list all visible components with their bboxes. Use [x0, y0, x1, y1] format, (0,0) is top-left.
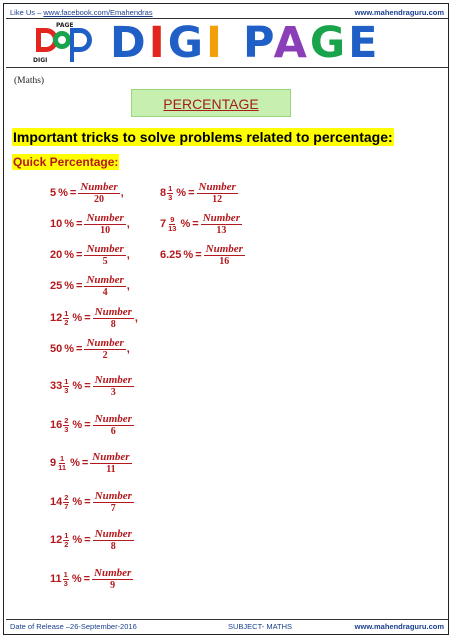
percent-sign: %: [72, 312, 83, 324]
mixed-fraction-numerator: 1: [60, 453, 65, 463]
fraction-denominator: 2: [102, 349, 108, 361]
formula-whole: 25: [50, 280, 63, 292]
mixed-fraction-denominator: 3: [64, 385, 69, 395]
formula-percent-value: [50, 532, 70, 549]
wordmark-space: [225, 18, 243, 68]
formula-percent-value: [50, 378, 70, 395]
formula-fraction: [93, 528, 134, 553]
fraction-denominator: 7: [110, 502, 116, 514]
wordmark-letter: I: [148, 18, 168, 68]
formula-fraction: [84, 212, 125, 237]
percent-sign: %: [70, 457, 80, 469]
mixed-fraction-denominator: 13: [168, 223, 177, 233]
equals-sign: =: [84, 496, 91, 508]
formula-percent-value: [160, 185, 174, 202]
formula-percent-value: [50, 417, 70, 434]
formula-fraction: [93, 490, 134, 515]
formula-row: [50, 178, 124, 208]
formula-mixed-fraction: [63, 378, 69, 395]
digi-page-logo-icon: [32, 20, 94, 64]
formula-lhs: [50, 378, 92, 395]
formula-lhs: [50, 310, 92, 327]
formula-row: [50, 371, 134, 401]
formula-row: [160, 178, 238, 208]
wordmark-letter: D: [110, 18, 149, 68]
logo-badge-bottom: DIGI: [33, 57, 48, 64]
equals-sign: =: [81, 457, 89, 469]
formula-whole: 7: [160, 218, 167, 230]
fraction-denominator: 10: [100, 224, 111, 236]
formula-lhs: [50, 187, 77, 199]
formula-comma: ,: [134, 312, 138, 324]
formula-whole: 10: [50, 218, 63, 230]
mixed-fraction-denominator: 3: [63, 578, 68, 588]
equals-sign: =: [84, 534, 91, 546]
formula-fraction: [93, 413, 134, 438]
formula-row: [50, 487, 134, 517]
percent-sign: %: [58, 187, 68, 199]
formula-row: [50, 209, 130, 239]
percent-sign: %: [64, 280, 75, 292]
mixed-fraction-numerator: 1: [168, 183, 173, 193]
equals-sign: =: [76, 218, 83, 230]
formula-mixed-fraction: [57, 455, 67, 472]
fraction-numerator: Number: [86, 273, 124, 286]
formula-lhs: [160, 249, 203, 261]
site-link-top[interactable]: www.mahendraguru.com: [354, 8, 444, 17]
formula-percent-value: [160, 216, 178, 233]
equals-sign: =: [76, 343, 83, 355]
formula-lhs: [50, 455, 89, 472]
mixed-fraction-denominator: 3: [64, 424, 69, 434]
formula-whole: 33: [50, 380, 63, 392]
formula-row: [50, 271, 130, 301]
equals-sign: =: [76, 280, 83, 292]
mixed-fraction-numerator: 2: [64, 492, 69, 502]
formula-fraction: [90, 451, 131, 476]
formula-lhs: [50, 494, 92, 511]
formula-row: [50, 240, 130, 270]
wordmark-letter: G: [167, 18, 206, 68]
mixed-fraction-numerator: 1: [64, 308, 69, 318]
formula-whole: 9: [50, 457, 57, 469]
fraction-denominator: 9: [110, 579, 116, 591]
quick-percentage-heading: Quick Percentage:: [13, 155, 119, 169]
formula-lhs: [50, 218, 83, 230]
formula-whole: 20: [50, 249, 63, 261]
wordmark-letter: P: [242, 18, 274, 68]
fraction-numerator: Number: [205, 242, 243, 255]
wordmark-letter: E: [348, 18, 381, 68]
fraction-denominator: 11: [106, 463, 116, 475]
formula-comma: ,: [126, 280, 130, 292]
formula-whole: 16: [50, 419, 63, 431]
formula-comma: ,: [126, 343, 130, 355]
fraction-numerator: Number: [94, 527, 132, 540]
equals-sign: =: [84, 419, 91, 431]
fraction-denominator: 8: [110, 318, 116, 330]
formula-lhs: [50, 249, 83, 261]
release-date: Date of Release –26-September-2016: [10, 622, 137, 631]
fraction-numerator: Number: [94, 373, 132, 386]
formula-percent-value: [50, 218, 62, 230]
percent-sign: %: [72, 496, 83, 508]
fraction-numerator: Number: [94, 489, 132, 502]
mixed-fraction-denominator: 2: [64, 539, 69, 549]
mixed-fraction-denominator: 11: [58, 462, 67, 472]
footer: [8, 620, 446, 632]
like-us-line: [10, 8, 153, 17]
fraction-denominator: 13: [216, 224, 227, 236]
formula-mixed-fraction: [63, 494, 69, 511]
formula-percent-value: [50, 310, 70, 327]
formula-whole: 5: [50, 187, 57, 199]
formula-fraction: [201, 212, 242, 237]
footer-subject: SUBJECT- MATHS: [228, 622, 293, 631]
header-divider-bottom: [6, 67, 448, 68]
site-link-bottom[interactable]: www.mahendraguru.com: [354, 622, 444, 631]
brand-banner: [10, 18, 444, 66]
equals-sign: =: [195, 249, 202, 261]
formula-row: [50, 410, 134, 440]
fraction-numerator: Number: [94, 305, 132, 318]
formula-fraction: [92, 567, 133, 592]
formula-fraction: [197, 181, 238, 206]
formula-lhs: [160, 216, 200, 233]
fraction-denominator: 3: [110, 386, 116, 398]
percent-sign: %: [72, 419, 83, 431]
formula-lhs: [50, 417, 92, 434]
equals-sign: =: [76, 249, 83, 261]
formula-percent-value: [50, 571, 70, 588]
formula-mixed-fraction: [63, 310, 69, 327]
like-us-label: Like Us –: [10, 8, 44, 17]
percent-sign: %: [64, 249, 75, 261]
formula-mixed-fraction: [63, 571, 69, 588]
mixed-fraction-denominator: 2: [64, 317, 69, 327]
formula-mixed-fraction: [167, 185, 173, 202]
tricks-heading: Important tricks to solve problems related to percentage:: [13, 129, 393, 145]
formula-fraction: [78, 181, 119, 206]
mixed-fraction-numerator: 9: [170, 214, 175, 224]
formula-whole: 11: [50, 573, 62, 585]
fraction-numerator: Number: [86, 242, 124, 255]
formula-fraction: [84, 274, 125, 299]
formula-whole: 12: [50, 534, 63, 546]
mixed-fraction-denominator: 3: [168, 192, 173, 202]
equals-sign: =: [84, 380, 91, 392]
fraction-denominator: 4: [102, 286, 108, 298]
fraction-numerator: Number: [92, 450, 130, 463]
fraction-numerator: Number: [86, 211, 124, 224]
equals-sign: =: [83, 573, 91, 585]
formula-comma: ,: [126, 218, 130, 230]
formula-mixed-fraction: [167, 216, 177, 233]
formula-comma: ,: [126, 249, 130, 261]
fraction-denominator: 16: [219, 255, 230, 267]
fraction-denominator: 8: [110, 540, 116, 552]
formula-lhs: [50, 571, 91, 588]
formula-percent-value: [50, 249, 62, 261]
equals-sign: =: [69, 187, 77, 199]
formula-whole: 14: [50, 496, 63, 508]
formula-lhs: [160, 185, 196, 202]
formula-whole: 50: [50, 343, 63, 355]
fraction-denominator: 12: [212, 193, 223, 205]
percent-sign: %: [64, 218, 75, 230]
equals-sign: =: [192, 218, 199, 230]
formula-row: [50, 303, 138, 333]
formula-whole: 6.25: [160, 249, 182, 261]
page-title-text: PERCENTAGE: [163, 96, 259, 112]
fraction-denominator: 5: [102, 255, 108, 267]
fraction-numerator: Number: [94, 412, 132, 425]
formula-fraction: [204, 243, 245, 268]
formula-percent-value: [50, 280, 62, 292]
wordmark-letter: A: [273, 18, 310, 68]
logo-badge-top: PAGE: [56, 22, 74, 29]
mixed-fraction-numerator: 1: [64, 530, 69, 540]
top-strip: [8, 6, 446, 18]
formula-row: [160, 240, 245, 270]
fraction-numerator: Number: [198, 180, 236, 193]
formula-percent-value: [50, 187, 56, 199]
fraction-numerator: Number: [94, 566, 132, 579]
wordmark-letter: G: [309, 18, 349, 68]
mixed-fraction-numerator: 2: [64, 415, 69, 425]
percent-sign: %: [72, 380, 83, 392]
formula-whole: 12: [50, 312, 63, 324]
wordmark-letter: I: [206, 18, 225, 68]
subject-tag: (Maths): [14, 76, 45, 86]
fraction-denominator: 20: [93, 193, 104, 205]
formula-mixed-fraction: [63, 417, 69, 434]
fraction-numerator: Number: [202, 211, 240, 224]
fraction-numerator: Number: [80, 180, 118, 193]
formula-fraction: [93, 306, 134, 331]
formula-percent-value: [50, 455, 68, 472]
percent-sign: %: [180, 218, 191, 230]
mixed-fraction-numerator: 1: [63, 569, 68, 579]
mixed-fraction-numerator: 1: [64, 376, 69, 386]
fraction-denominator: 6: [110, 425, 116, 437]
formula-mixed-fraction: [63, 532, 69, 549]
formula-fraction: [93, 374, 134, 399]
formula-whole: 8: [160, 187, 167, 199]
formula-row: [50, 525, 134, 555]
equals-sign: =: [84, 312, 91, 324]
formula-percent-value: [50, 494, 70, 511]
page-title: [131, 89, 291, 117]
formula-lhs: [50, 280, 83, 292]
formula-row: [50, 448, 132, 478]
formula-row: [160, 209, 242, 239]
percent-sign: %: [64, 343, 75, 355]
formula-fraction: [84, 243, 125, 268]
formula-percent-value: [160, 249, 181, 261]
formula-comma: ,: [120, 187, 124, 199]
digi-page-wordmark: [110, 20, 381, 66]
percent-sign: %: [72, 534, 83, 546]
percent-sign: %: [183, 249, 194, 261]
facebook-link[interactable]: www.facebook.com/Emahendras: [43, 8, 153, 17]
percent-sign: %: [71, 573, 82, 585]
formula-row: [50, 334, 130, 364]
formula-percent-value: [50, 343, 62, 355]
formula-lhs: [50, 343, 83, 355]
percent-sign: %: [176, 187, 187, 199]
equals-sign: =: [188, 187, 195, 199]
fraction-numerator: Number: [86, 336, 124, 349]
formula-row: [50, 564, 133, 594]
formula-fraction: [84, 337, 125, 362]
mixed-fraction-denominator: 7: [64, 501, 69, 511]
formula-lhs: [50, 532, 92, 549]
